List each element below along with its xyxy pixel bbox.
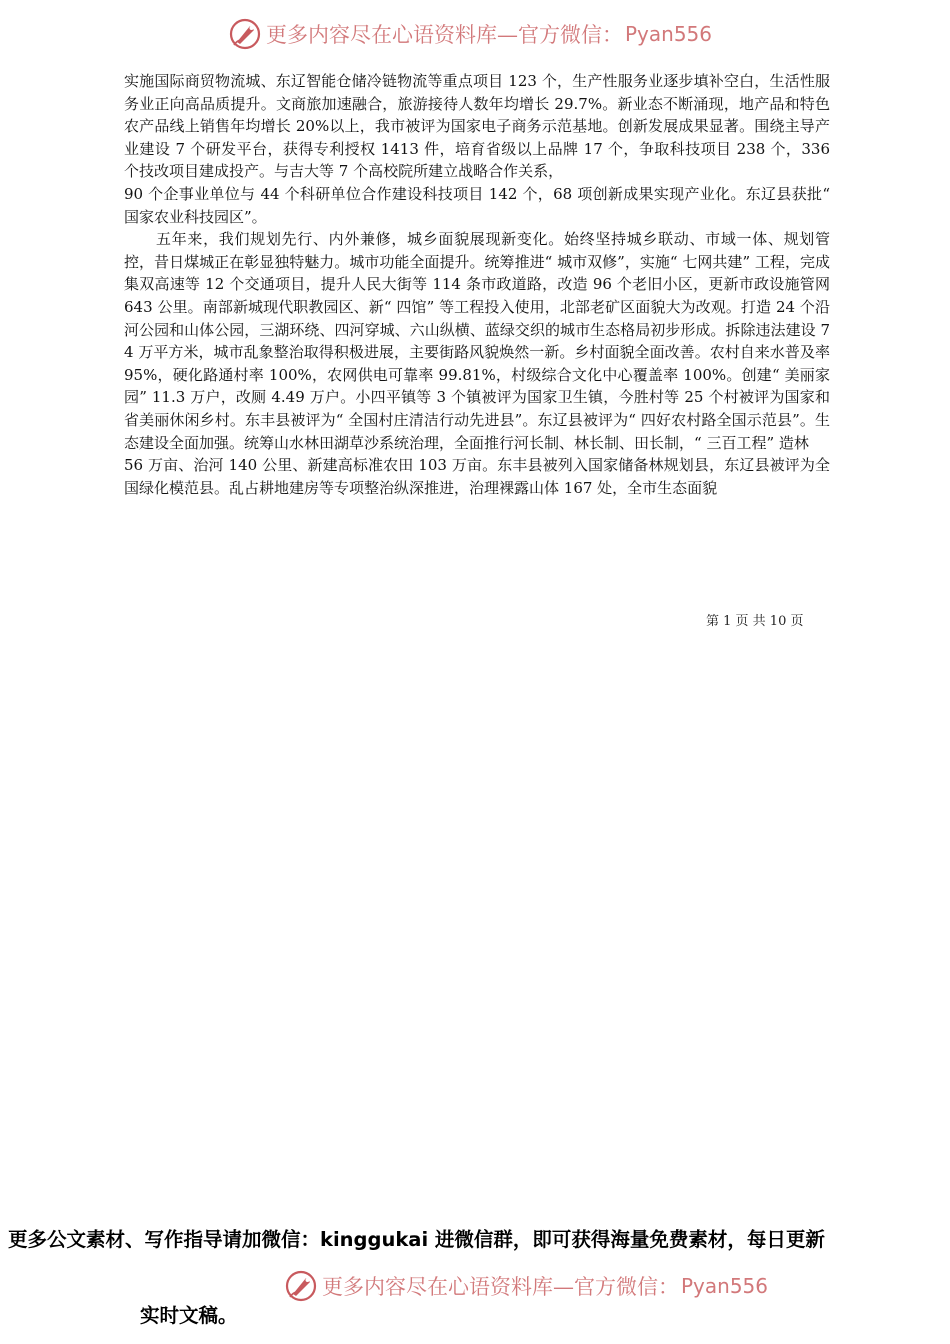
promo-text-line1: 更多公文素材、写作指导请加微信：kinggukai 进微信群，即可获得海量免费素材，每日更新	[8, 1228, 825, 1251]
body-paragraph-2: 90 个企事业单位与 44 个科研单位合作建设科技项目 142 个，68 项创新成果实现产业化。东辽县获批“ 国家农业科技园区”。	[124, 184, 830, 226]
document-body	[124, 70, 830, 499]
watermark-text: 更多内容尽在心语资料库—官方微信：	[322, 1275, 679, 1299]
body-paragraph-4: 56 万亩、治河 140 公里、新建高标准农田 103 万亩。东丰县被列入国家储备林规划县，东辽县被评为全国绿化模范县。乱占耕地建房等专项整治纵深推进，治理裸露山体 167 处，全市生态面貌	[124, 456, 830, 497]
page-number: 第 1 页 共 10 页	[706, 614, 804, 629]
watermark-text: 更多内容尽在心语资料库—官方微信：	[266, 23, 623, 47]
body-paragraph-3: 五年来，我们规划先行、内外兼修，城乡面貌展现新变化。始终坚持城乡联动、市域一体、规划管控，昔日煤城正在彰显独特魅力。城市功能全面提升。统筹推进“ 城市双修”，实施“ 七网共建” 工程，完成集双高速等 12 个交通项目，提升人民大街等 114 条市政道路，改造 96 个老旧小区，更新市政设施管网 643 公里。南部新城现代职教园区、新“ 四馆” 等工程投入使用，北部老矿区面貌大为改观。打造 24 个沿河公园和山体公园，三湖环绕、四河穿城、六山纵横、蓝绿交织的城市生态格局初步形成。拆除违法建设 74 万平方米，城市乱象整治取得积极进展，主要街路风貌焕然一新。乡村面貌全面改善。农村自来水普及率 95%，硬化路通村率 100%，农网供电可靠率 99.81%，村级综合文化中心覆盖率 100%。创建“ 美丽家园” 11.3 万户，改厕 4.49 万户。小四平镇等 3 个镇被评为国家卫生镇，今胜村等 25 个村被评为国家和省美丽休闲乡村。东丰县被评为“ 全国村庄清洁行动先进县”。东辽县被评为“ 四好农村路全国示范县”。生态建设全面加强。统筹山水林田湖草沙系统治理，全面推行河长制、林长制、田长制，“ 三百工程” 造林	[124, 230, 830, 452]
header-watermark	[228, 16, 712, 52]
footer-watermark	[284, 1268, 768, 1304]
promo-text-line2: 实时文稿。	[140, 1304, 238, 1327]
watermark-wechat-id: Pyan556	[681, 1274, 769, 1298]
body-paragraph-1: 实施国际商贸物流城、东辽智能仓储冷链物流等重点项目 123 个，生产性服务业逐步填补空白，生活性服务业正向高品质提升。文商旅加速融合，旅游接待人数年均增长 29.7%。新业态不断涌现，地产品和特色农产品线上销售年均增长 20%以上，我市被评为国家电子商务示范基地。创新发展成果显著。围绕主导产业建设 7 个研发平台，获得专利授权 1413 件，培育省级以上品牌 17 个，争取科技项目 238 个，336 个技改项目建成投产。与吉大等 7 个高校院所建立战略合作关系，	[124, 72, 830, 181]
watermark-wechat-id: Pyan556	[625, 22, 713, 46]
pen-nib-logo-icon	[228, 17, 262, 51]
pen-nib-logo-icon	[284, 1269, 318, 1303]
